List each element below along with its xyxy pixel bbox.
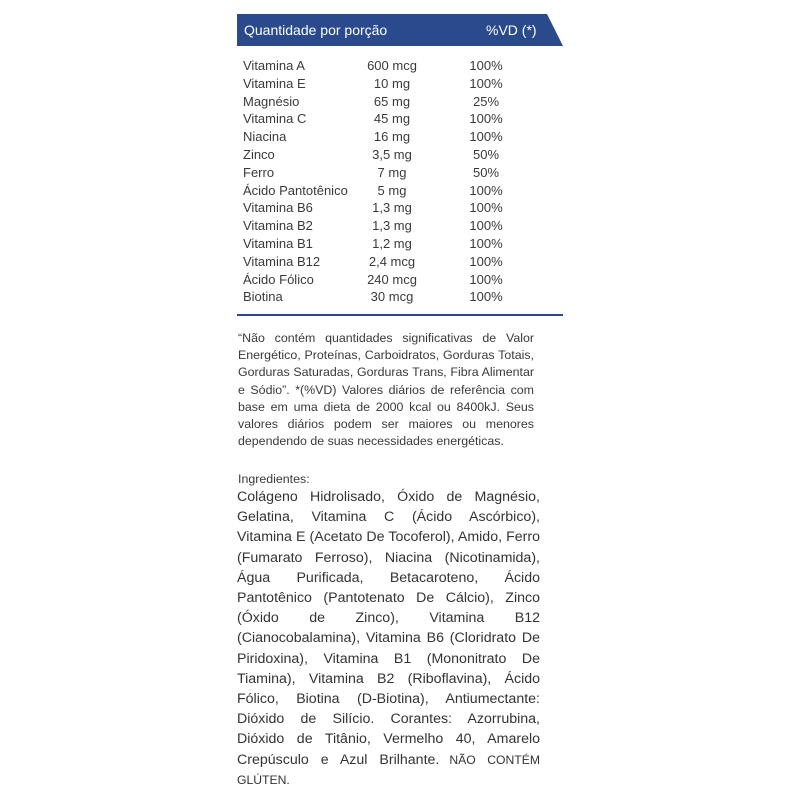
table-row: [243, 235, 563, 253]
nutrient-amount: 45 mg: [373, 111, 411, 127]
table-row: [243, 288, 563, 306]
gluten-notice: NÃO CONTÉM GLÚTEN.: [237, 752, 541, 787]
table-divider: [237, 314, 563, 316]
nutrient-name: Vitamina B1: [243, 235, 313, 251]
table-row: [243, 217, 563, 235]
table-row: [243, 93, 563, 111]
nutrient-daily-value: 100%: [469, 235, 503, 251]
nutrient-amount: 240 mcg: [367, 271, 417, 287]
nutrient-daily-value: 50%: [472, 146, 500, 162]
table-row: [243, 57, 563, 75]
table-row: [243, 110, 563, 128]
nutrition-table-body: [243, 57, 563, 306]
ingredients-text: Colágeno Hidrolisado, Óxido de Magnésio, Gelatina, Vitamina C (Ácido Ascórbico), Vitamina E (Acetato De Tocoferol), Amido, Ferro (Fumarato Ferroso), Niacina (Nicotinamida), Água Purificada, Betacaroteno, Ácido Pantotênico (Pantotenato De Cálcio), Zinco (Óxido de Zinco), Vitamina B12 (Cianocobalamina), Vitamina B6 (Cloridrato De Piridoxina), Vitamina B1 (Mononitrato De Tiamina), Vitamina B2 (Riboflavina), Ácido Fólico, Biotina (D-Biotina), Antiumectante: Dióxido de Silício. Corantes: Azorrubina, Dióxido de Titânio, Vermelho 40, Amarelo Crepúsculo e Azul Brilhante.: [237, 489, 540, 768]
nutrient-name: Zinco: [243, 146, 275, 162]
nutrient-name: Biotina: [243, 289, 283, 305]
table-header: [237, 14, 563, 46]
nutrient-daily-value: 100%: [469, 200, 503, 216]
nutrient-daily-value: 100%: [469, 253, 503, 269]
nutrient-name: Vitamina C: [243, 111, 307, 127]
nutrient-daily-value: 100%: [469, 289, 503, 305]
nutrient-amount: 2,4 mcg: [368, 253, 416, 269]
nutrient-amount: 16 mg: [373, 129, 411, 145]
nutrient-name: Vitamina B12: [243, 253, 321, 269]
nutrient-amount: 3,5 mg: [372, 146, 412, 162]
nutrient-daily-value: 50%: [472, 164, 500, 180]
nutrient-amount: 5 mg: [377, 182, 407, 198]
nutrient-amount: 7 mg: [377, 164, 407, 180]
nutrient-name: Vitamina A: [243, 58, 305, 73]
nutrient-daily-value: 100%: [469, 111, 503, 127]
nutrient-daily-value: 100%: [469, 182, 503, 198]
table-row: [243, 271, 563, 289]
nutrient-daily-value: 100%: [469, 218, 503, 234]
table-row: [243, 182, 563, 200]
nutrient-amount: 600 mcg: [367, 58, 417, 73]
nutrient-name: Niacina: [243, 129, 287, 145]
quantity-per-serving-header: Quantidade por porção: [244, 22, 388, 38]
nutrient-daily-value: 25%: [472, 93, 500, 109]
nutrient-amount: 1,2 mg: [372, 235, 412, 251]
nutrient-name: Ácido Fólico: [243, 271, 314, 287]
nutrient-amount: 30 mcg: [370, 289, 414, 305]
table-row: [243, 146, 563, 164]
table-row: [243, 75, 563, 93]
nutrient-amount: 1,3 mg: [372, 200, 412, 216]
nutrient-amount: 1,3 mg: [372, 218, 412, 234]
nutrient-amount: 10 mg: [373, 75, 411, 91]
nutrient-daily-value: 100%: [469, 129, 503, 145]
nutrient-name: Vitamina B2: [243, 218, 313, 234]
nutrient-daily-value: 100%: [469, 58, 503, 73]
table-row: [243, 199, 563, 217]
nutrient-name: Vitamina B6: [243, 200, 313, 216]
nutrient-daily-value: 100%: [469, 271, 503, 287]
table-row: [243, 164, 563, 182]
daily-value-header: %VD (*): [486, 22, 537, 38]
nutrient-name: Vitamina E: [243, 75, 306, 91]
nutrient-amount: 65 mg: [373, 93, 411, 109]
nutrient-name: Magnésio: [243, 93, 300, 109]
nutrient-daily-value: 100%: [469, 75, 503, 91]
table-row: [243, 128, 563, 146]
nutrition-notice: “Não contém quantidades significativas de Valor Energético, Proteínas, Carboidratos, Gorduras Totais, Gorduras Saturadas, Gorduras Trans, Fibra Alimentar e Sódio”. *(%VD) Valores diários de referência com base em uma dieta de 2000 kcal ou 8400kJ. Seus valores diários podem ser maiores ou menores dependendo de suas necessidades energéticas.: [238, 331, 534, 449]
nutrient-name: Ferro: [243, 164, 275, 180]
table-row: [243, 253, 563, 271]
ingredients-block: [237, 487, 540, 790]
nutrient-name: Ácido Pantotênico: [243, 182, 348, 198]
ingredients-title: Ingredientes:: [238, 472, 310, 486]
